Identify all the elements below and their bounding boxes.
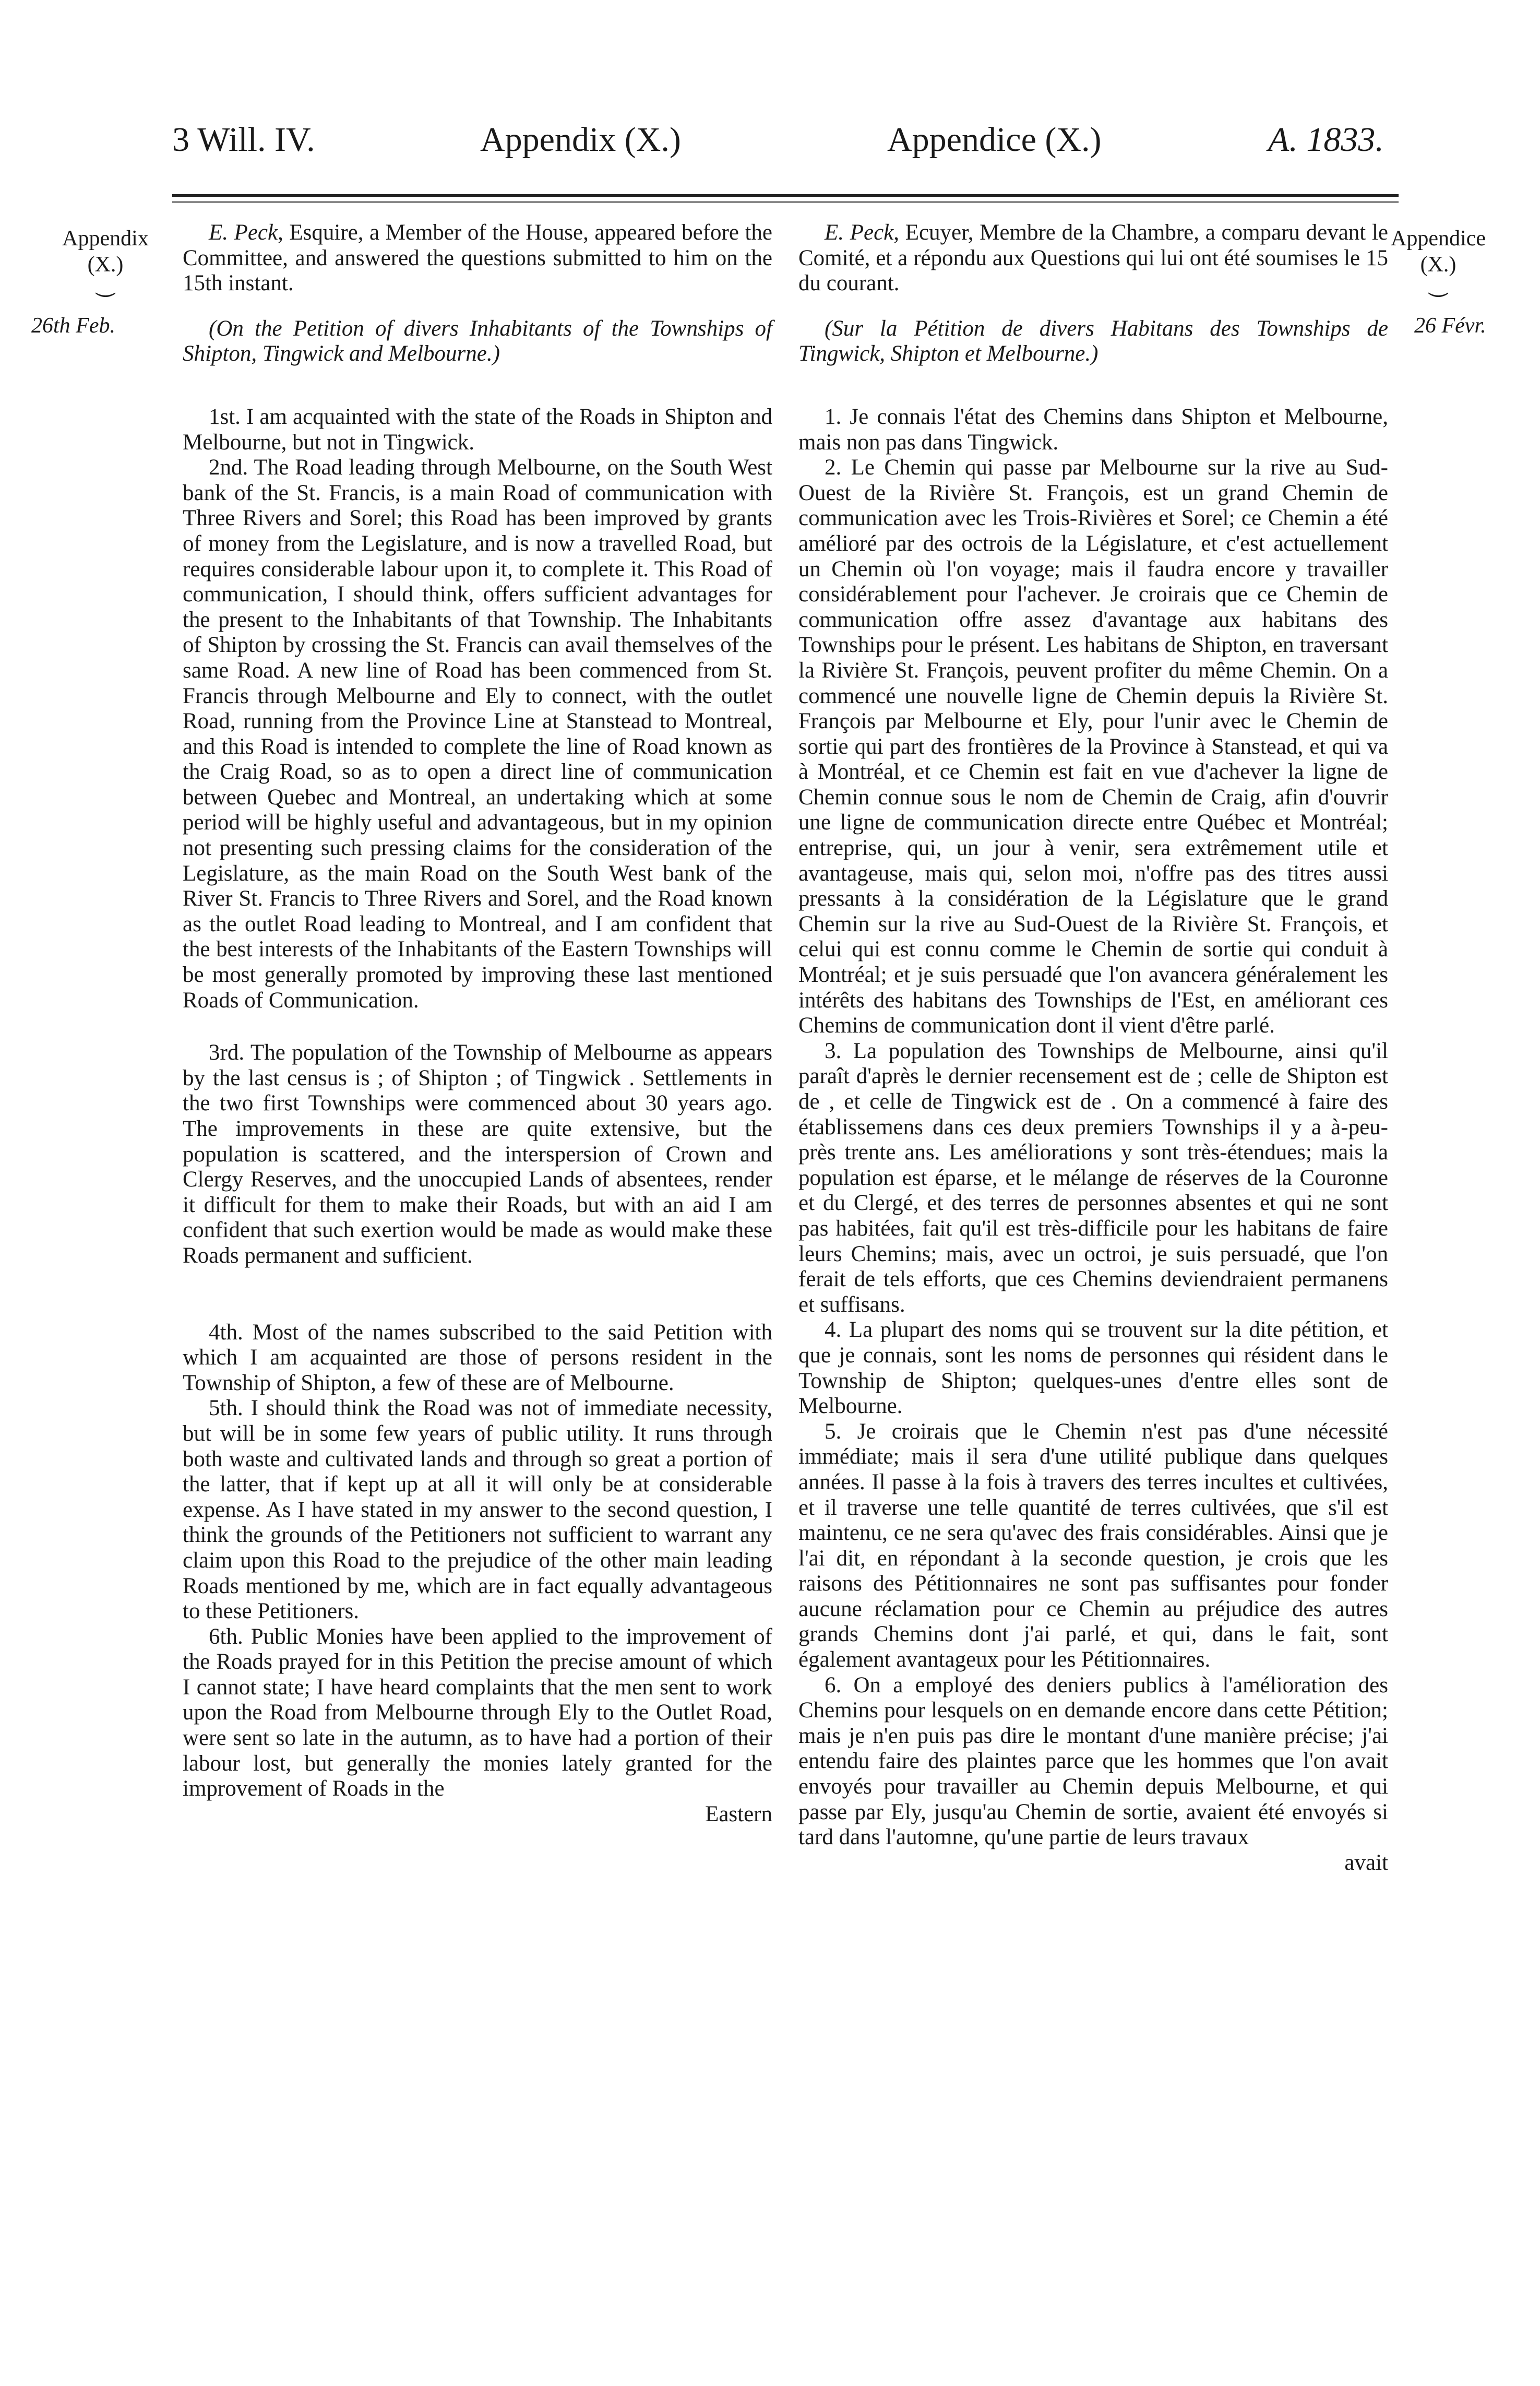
left-margin-note: [48, 225, 163, 295]
french-answer-3: 3. La population des Townships de Melbourne, ainsi qu'il paraît d'après le dernier recensement est de ; celle de Shipton est de , et celle de Tingwick est de . On a commencé à faire des établissemens dans ces deux premiers Townships il y a à-peu-près trente ans. Les améliorations y sont très-étendues; mais la population est éparse, et le mélange de réserves de la Couronne et du Clergé, et des terres de personnes absentes et qui ne sont pas habitées, fait qu'il est très-difficile pour les habitans de faire leurs Chemins; mais, avec un octroi, je suis persuadé, que l'on ferait de tels efforts, que ces Chemins deviendraient permanens et suffisans.: [798, 1038, 1388, 1317]
french-answer-5: 5. Je croirais que le Chemin n'est pas d'une nécessité immédiate; mais il sera d'une utilité publique dans quelques années. Il passe à la fois à travers des terres incultes et cultivées, et il traverse une telle quantité de terres cultivées, que s'il est maintenu, ce ne sera qu'avec des frais considérables. Ainsi que je l'ai dit, en répondant à la seconde question, je crois que les raisons des Pétitionnaires ne sont pas suffisantes pour fonder aucune réclamation pour ce Chemin au préjudice des autres grands Chemins dont j'ai parlé, et qui, dans le fait, sont également avantageux pour les Pétitionnaires.: [798, 1419, 1388, 1672]
year-label: A. 1833.: [1268, 121, 1384, 159]
french-column: [798, 220, 1388, 1875]
english-intro-text: , Esquire, a Member of the House, appeared before the Committee, and answered the questions submitted to him on the 15th instant.: [183, 220, 772, 296]
appendix-title-fr: Appendice (X.): [887, 121, 1102, 159]
temoin-name: E. Peck: [825, 220, 894, 245]
french-intro-text: , Ecuyer, Membre de la Chambre, a comparu devant le Comité, et a répondu aux Questions qui lui ont été soumises le 15 du courant.: [798, 220, 1388, 296]
english-intro: [183, 220, 772, 296]
right-margin-date: 26 Févr.: [1414, 314, 1486, 338]
header-rule-thick: [172, 194, 1399, 197]
left-margin-mark: (X.): [87, 253, 124, 277]
french-answer-1: 1. Je connais l'état des Chemins dans Shipton et Melbourne, mais non pas dans Tingwick.: [798, 404, 1388, 455]
english-answer-5: 5th. I should think the Road was not of immediate necessity, but will be in some few years of public utility. It runs through both waste and cultivated lands and through so great a portion of the latter, that if kept up at all it will only be at considerable expense. As I have stated in my answer to the second question, I think the grounds of the Petitioners not sufficient to warrant any claim upon this Road to the prejudice of the other main leading Roads mentioned by me, which are in fact equally advantageous to these Petitioners.: [183, 1396, 772, 1624]
english-answer-2: 2nd. The Road leading through Melbourne, on the South West bank of the St. Francis, is a main Road of communication with Three Rivers and Sorel; this Road has been improved by grants of money from the Legislature, and is now a travelled Road, but requires considerable labour upon it, to complete it. This Road of communication, I should think, offers sufficient advantages for the present to the Inhabitants of that Township. The Inhabitants of Shipton by crossing the St. Francis can avail themselves of the same Road. A new line of Road has been commenced from St. Francis through Melbourne and Ely to connect, with the outlet Road, running from the Province Line at Stanstead to Montreal, and this Road is intended to complete the line of Road known as the Craig Road, so as to open a direct line of communication between Quebec and Montreal, an undertaking which at some period will be highly useful and advantageous, but in my opinion not presenting such pressing claims for the consideration of the Legislature, as the main Road on the South West bank of the River St. Francis to Three Rivers and Sorel, and the Road known as the outlet Road leading to Montreal, and I am confident that the best interests of the Inhabitants of the Eastern Townships will be most generally promoted by improving these last mentioned Roads of Communication.: [183, 455, 772, 1013]
french-catchword: avait: [1344, 1850, 1388, 1875]
english-answer-1: 1st. I am acquainted with the state of the Roads in Shipton and Melbourne, but not in Tingwick.: [183, 404, 772, 455]
english-answer-6: 6th. Public Monies have been applied to the improvement of the Roads prayed for in this Petition the precise amount of which I cannot state; I have heard complaints that the men sent to work upon the Road from Melbourne through Ely to the Outlet Road, were sent so late in the autumn, as to have had a portion of their labour lost, but generally the monies lately granted for the improvement of Roads in the: [183, 1624, 772, 1801]
english-answer-4: 4th. Most of the names subscribed to the said Petition with which I am acquainted are those of persons resident in the Township of Shipton, a few of these are of Melbourne.: [183, 1320, 772, 1395]
left-margin-label: Appendix: [62, 227, 149, 251]
right-margin-mark: (X.): [1420, 253, 1457, 277]
french-answer-4: 4. La plupart des noms qui se trouvent sur la dite pétition, et que je connais, sont les noms de personnes qui résident dans le Township de Shipton; quelques-unes d'entre elles sont de Melbourne.: [798, 1317, 1388, 1419]
header-rule-thin: [172, 201, 1399, 203]
witness-name: E. Peck: [209, 220, 278, 245]
right-margin-label: Appendice: [1391, 227, 1486, 251]
french-intro: [798, 220, 1388, 296]
french-answer-2: 2. Le Chemin qui passe par Melbourne sur la rive au Sud-Ouest de la Rivière St. François, est un grand Chemin de communication avec les Trois-Rivières et Sorel; ce Chemin a été amélioré par des octrois de la Législature, et c'est actuellement un Chemin où l'on voyage; mais il faudra encore y travailler considérablement pour l'achever. Je croirais que ce Chemin de communication offre assez d'avantage aux habitans des Townships pour le présent. Les habitans de Shipton, en traversant la Rivière St. François, peuvent profiter du même Chemin. On a commencé une nouvelle ligne de Chemin depuis la Rivière St. François par Melbourne et Ely, pour l'unir avec le Chemin de sortie qui part des frontières de la Province à Stanstead, et qui va à Montréal, et ce Chemin est fait en vue d'achever la ligne de Chemin connue sous le nom de Chemin de Craig, afin d'ouvrir une ligne de communication directe entre Québec et Montréal; entreprise, qui, un jour à venir, sera extrêmement utile et avantageuse, mais qui, selon moi, n'offre pas des titres aussi pressants à la considération de la Législature que le grand Chemin sur la rive au Sud-Ouest de la Rivière St. François, et celui qui est connu comme le Chemin de sortie qui conduit à Montréal; et je suis persuadé que l'on avancera généralement les intérêts des habitans des Townships de l'Est, en améliorant ces Chemins de communication dont il vient d'être parlé.: [798, 455, 1388, 1038]
english-petition-heading: (On the Petition of divers Inhabitants of the Townships of Shipton, Tingwick and Melbourne.): [183, 316, 772, 366]
english-answer-3: 3rd. The population of the Township of Melbourne as appears by the last census is ; of Shipton ; of Tingwick . Settlements in the two first Townships were commenced about 30 years ago. The improvements in these are quite extensive, but the population is scattered, and the interspersion of Crown and Clergy Reserves, and the unoccupied Lands of absentees, render it difficult for them to make their Roads, but with an aid I am confident that such exertion would be made as would make these Roads permanent and sufficient.: [183, 1040, 772, 1268]
english-column: [183, 220, 772, 1827]
left-margin-date: 26th Feb.: [31, 314, 115, 338]
french-petition-heading: (Sur la Pétition de divers Habitans des Townships de Tingwick, Shipton et Melbourne.): [798, 316, 1388, 366]
right-margin-note: [1376, 225, 1501, 295]
running-header: [0, 120, 1540, 167]
appendix-title-en: Appendix (X.): [480, 121, 681, 159]
session-label: 3 Will. IV.: [172, 121, 315, 159]
right-brace-icon: ⏝: [1428, 272, 1449, 295]
left-brace-icon: ⏝: [95, 272, 116, 295]
english-catchword: Eastern: [705, 1801, 772, 1826]
french-answer-6: 6. On a employé des deniers publics à l'amélioration des Chemins pour lesquels on en demande encore dans cette Pétition; mais je n'en puis pas dire le montant d'une manière précise; j'ai entendu faire des plaintes parce que les hommes que l'on avait envoyés pour travailler au Chemin depuis Melbourne, et qui passe par Ely, jusqu'au Chemin de sortie, avaient été envoyés si tard dans l'automne, qu'une partie de leurs travaux: [798, 1672, 1388, 1850]
